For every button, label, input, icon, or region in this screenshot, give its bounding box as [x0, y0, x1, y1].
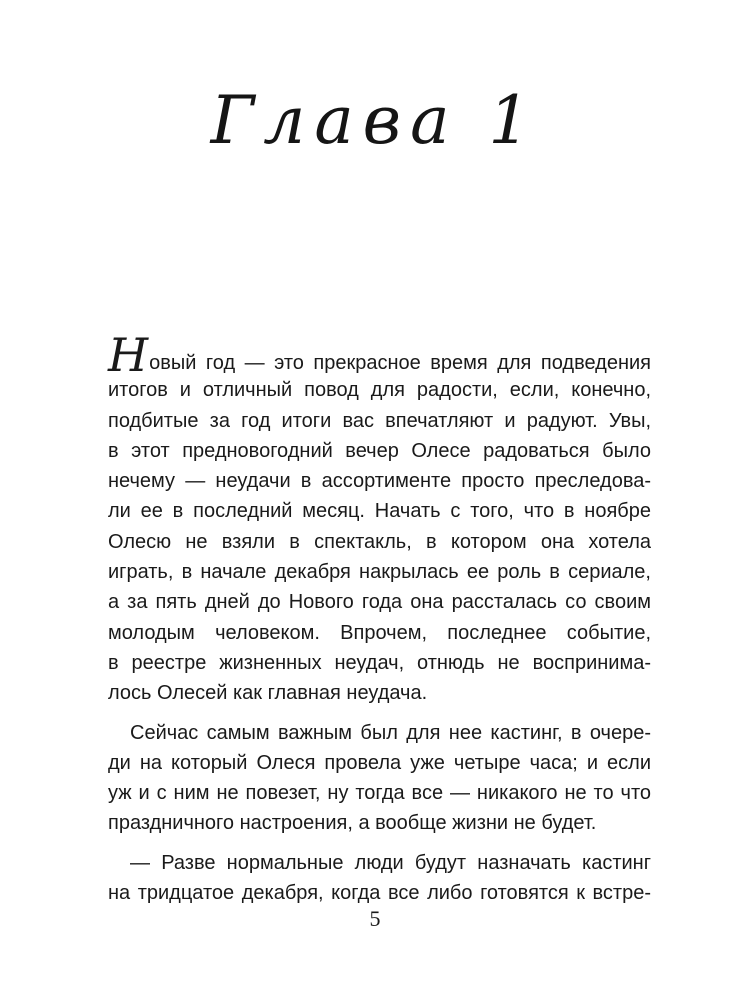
- body-text: [108, 328, 651, 908]
- text-line: ди на который Олеся провела уже четыре часа; и если: [108, 751, 651, 774]
- first-line-text: овый год — это прекрасное время для подведения: [149, 352, 651, 374]
- text-line: подбитые за год итоги вас впечатляют и радуют. Увы,: [108, 409, 651, 432]
- paragraph-gap: [108, 839, 651, 848]
- page-number: 5: [369, 906, 381, 931]
- text-line: итогов и отличный повод для радости, если, конечно,: [108, 379, 651, 402]
- text-line: Олесю не взяли в спектакль, в котором она хотела: [108, 530, 651, 553]
- text-line: в этот предновогодний вечер Олесе радоваться было: [108, 439, 651, 462]
- text-line: [108, 328, 651, 382]
- text-line: ли ее в последний месяц. Начать с того, что в ноябре: [108, 500, 651, 523]
- text-line: уж и с ним не повезет, ну тогда все — никакого не то что: [108, 782, 651, 805]
- text-line: Сейчас самым важным был для нее кастинг, в очере-: [130, 721, 651, 744]
- text-line: праздничного настроения, а вообще жизни не будет.: [108, 812, 597, 835]
- chapter-title: Глава 1: [210, 82, 540, 159]
- paragraph-gap: [108, 709, 651, 718]
- text-line: нечему — неудачи в ассортименте просто преследова-: [108, 470, 651, 493]
- text-line: играть, в начале декабря накрылась ее роль в сериале,: [108, 561, 651, 584]
- text-line: лось Олесей как главная неудача.: [108, 682, 428, 705]
- text-line: а за пять дней до Нового года она рассталась со своим: [108, 591, 651, 614]
- text-line: на тридцатое декабря, когда все либо готовятся к встре-: [108, 882, 651, 905]
- drop-cap: Н: [108, 328, 150, 382]
- text-line: молодым человеком. Впрочем, последнее событие,: [108, 621, 651, 644]
- text-line: в реестре жизненных неудач, отнюдь не воспринима-: [108, 651, 651, 674]
- text-line: — Разве нормальные люди будут назначать кастинг: [130, 851, 651, 874]
